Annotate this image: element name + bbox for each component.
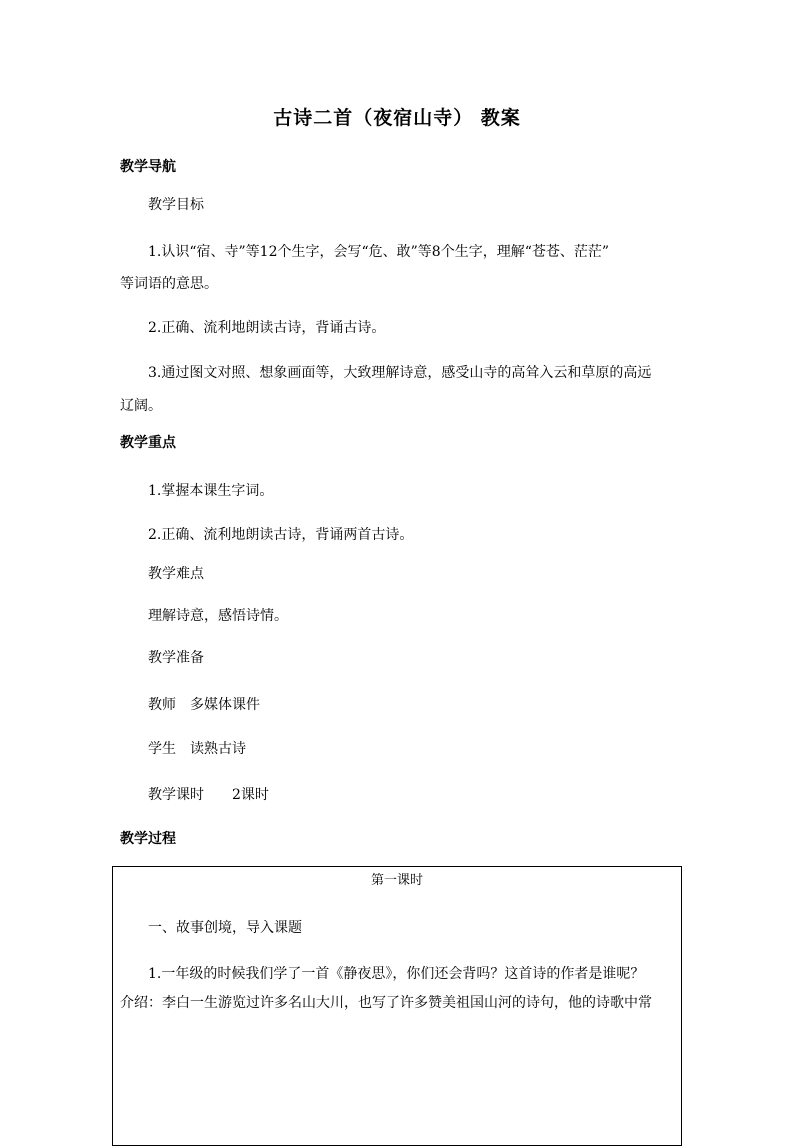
objective-3-line2: 辽阔。 (120, 398, 162, 414)
para-1-line2: 介绍：李白一生游览过许多名山大川，也写了许多赞美祖国山河的诗句，他的诗歌中常 (120, 995, 652, 1011)
step-1: 一、故事创境，导入课题 (148, 920, 302, 936)
page-title: 古诗二首（夜宿山寺） 教案 (273, 107, 521, 129)
prep-student: 学生 读熟古诗 (148, 741, 246, 757)
hours-label: 教学课时 2课时 (148, 787, 269, 803)
prep-teacher: 教师 多媒体课件 (148, 697, 260, 713)
prep-label: 教学准备 (148, 650, 204, 666)
key-heading: 教学重点 (120, 435, 176, 451)
objective-2: 2.正确、流利地朗读古诗，背诵古诗。 (148, 320, 386, 336)
key-1: 1.掌握本课生字词。 (148, 483, 274, 499)
lesson-table (112, 866, 682, 1146)
key-2: 2.正确、流利地朗读古诗，背诵两首古诗。 (148, 527, 414, 543)
difficulty-label: 教学难点 (148, 566, 204, 582)
para-1-line1: 1.一年级的时候我们学了一首《静夜思》，你们还会背吗？这首诗的作者是谁呢？ (148, 966, 645, 982)
objective-3-line1: 3.通过图文对照、想象画面等，大致理解诗意，感受山寺的高耸入云和草原的高远 (148, 365, 652, 381)
difficulty-text: 理解诗意，感悟诗情。 (148, 608, 288, 624)
objective-1-line2: 等词语的意思。 (120, 276, 218, 292)
objectives-label: 教学目标 (148, 197, 204, 213)
process-heading: 教学过程 (120, 831, 176, 847)
lesson-title: 第一课时 (370, 873, 423, 888)
objective-1-line1: 1.认识“宿、寺”等12个生字，会写“危、敢”等8个生字，理解“苍苍、茫茫” (148, 244, 610, 260)
nav-heading: 教学导航 (120, 159, 176, 175)
